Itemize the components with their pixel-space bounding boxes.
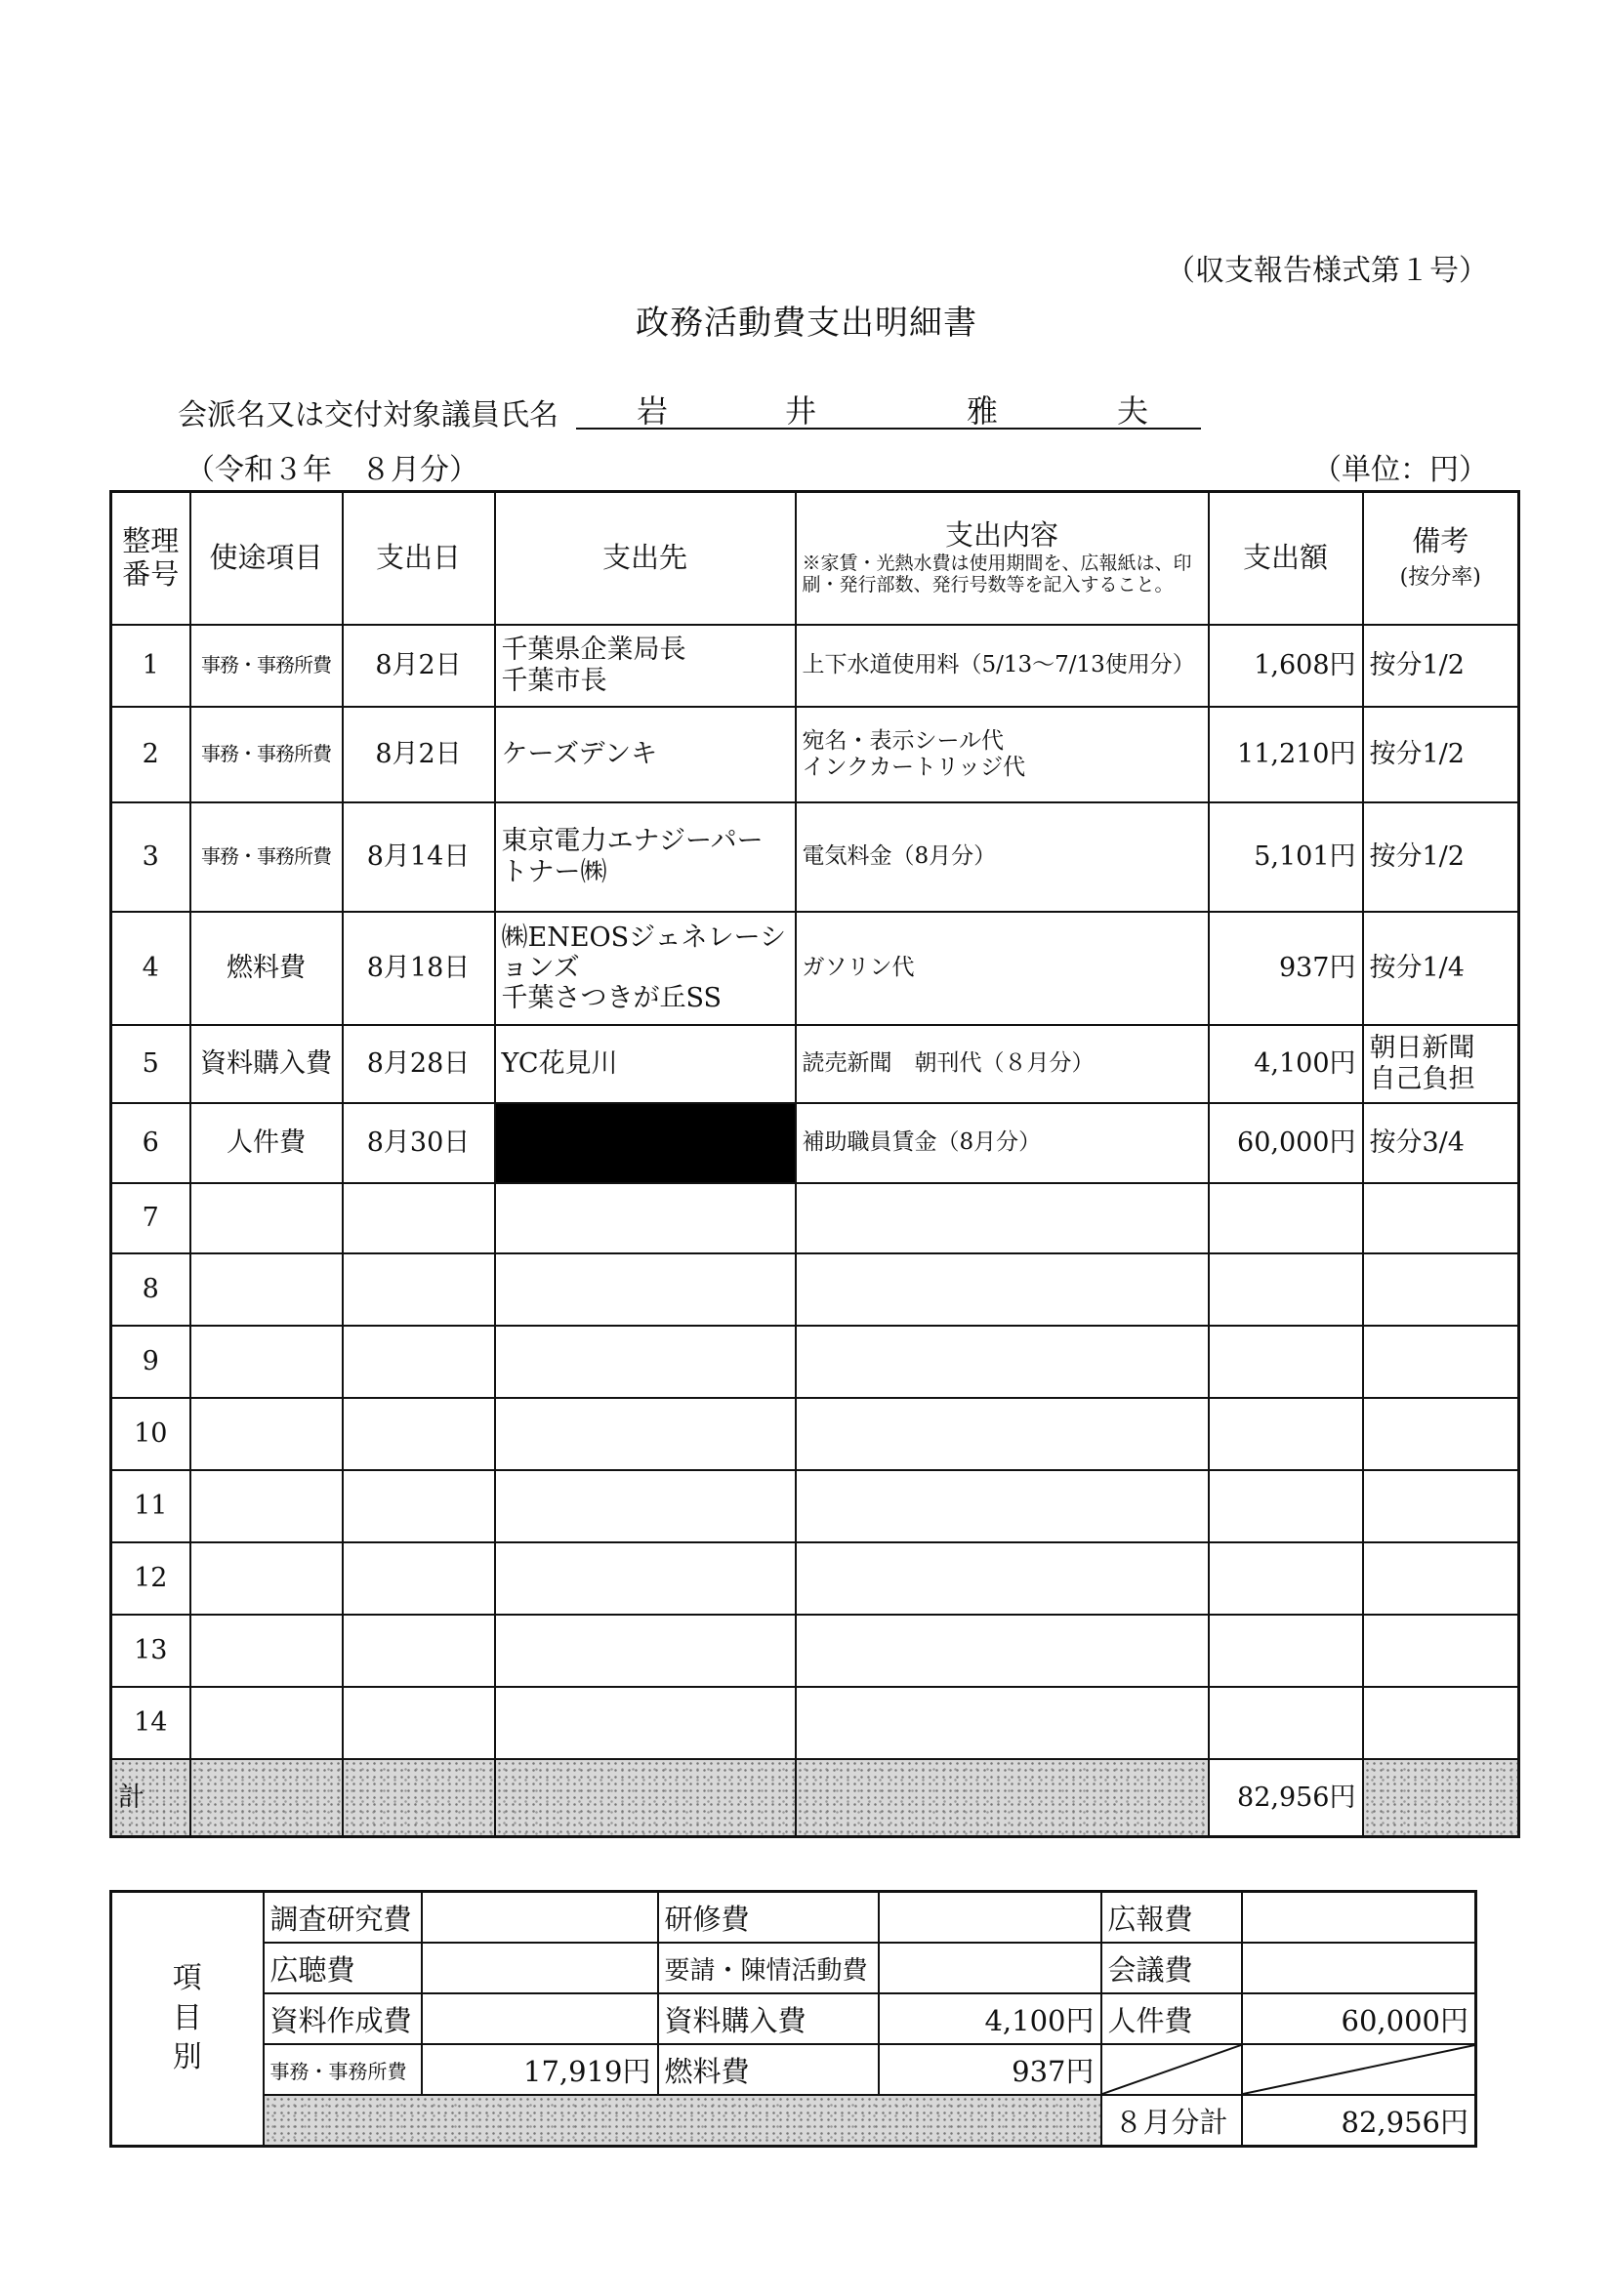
expense-category <box>190 1326 343 1398</box>
expense-date <box>343 1183 495 1253</box>
expense-category <box>190 1615 343 1687</box>
remarks: 按分3/4 <box>1363 1103 1519 1183</box>
category-label: 項 目 別 <box>111 1892 264 2147</box>
name-label: 会派名又は交付対象議員氏名 <box>178 398 558 432</box>
header-item: 使途項目 <box>190 492 343 625</box>
expense-content: ガソリン代 <box>796 912 1209 1025</box>
summary-row <box>111 1892 1476 1944</box>
remarks <box>1363 1470 1519 1542</box>
summary-label: 広聴費 <box>264 1943 422 1993</box>
form-number: （収支報告様式第１号） <box>1166 254 1488 288</box>
expense-content: 補助職員賃金（8月分） <box>796 1103 1209 1183</box>
monthly-total-value: 82,956円 <box>1242 2095 1476 2147</box>
expense-date: 8月14日 <box>343 802 495 912</box>
expense-date: 8月30日 <box>343 1103 495 1183</box>
summary-label: 人件費 <box>1101 1993 1242 2044</box>
expense-amount <box>1209 1542 1363 1615</box>
header-content <box>796 492 1209 625</box>
table-header-row <box>111 492 1519 625</box>
expense-amount: 11,210円 <box>1209 707 1363 802</box>
remarks <box>1363 1615 1519 1687</box>
redacted-payee <box>495 1103 796 1183</box>
expense-amount: 60,000円 <box>1209 1103 1363 1183</box>
total-label: 計 <box>111 1759 190 1837</box>
total-blank <box>796 1759 1209 1837</box>
row-number: 10 <box>111 1398 190 1470</box>
table-row <box>111 1326 1519 1398</box>
expense-category <box>190 1687 343 1759</box>
expense-amount <box>1209 1326 1363 1398</box>
payee <box>495 1542 796 1615</box>
expense-amount: 937円 <box>1209 912 1363 1025</box>
table-row <box>111 912 1519 1025</box>
expense-amount: 1,608円 <box>1209 625 1363 707</box>
summary-value <box>422 1993 658 2044</box>
remarks: 按分1/2 <box>1363 707 1519 802</box>
expense-category: 燃料費 <box>190 912 343 1025</box>
expense-category: 事務・事務所費 <box>190 625 343 707</box>
table-row <box>111 802 1519 912</box>
document-title: 政務活動費支出明細書 <box>636 304 977 343</box>
payee: ケーズデンキ <box>495 707 796 802</box>
header-date: 支出日 <box>343 492 495 625</box>
expense-content: 上下水道使用料（5/13～7/13使用分） <box>796 625 1209 707</box>
total-blank <box>1363 1759 1519 1837</box>
row-number: 7 <box>111 1183 190 1253</box>
total-blank <box>495 1759 796 1837</box>
category-summary-table <box>109 1890 1477 2148</box>
table-row <box>111 1542 1519 1615</box>
summary-value <box>879 1943 1101 1993</box>
header-content-note: ※家賃・光熱水費は使用期間を、広報紙は、印刷・発行部数、発行号数等を記入すること。 <box>802 552 1192 596</box>
row-number: 13 <box>111 1615 190 1687</box>
name-char: 井 <box>785 392 817 430</box>
total-amount: 82,956円 <box>1209 1759 1363 1837</box>
row-number: 2 <box>111 707 190 802</box>
expense-date <box>343 1615 495 1687</box>
summary-label: 資料作成費 <box>264 1993 422 2044</box>
remarks <box>1363 1253 1519 1326</box>
expense-content <box>796 1183 1209 1253</box>
expense-amount <box>1209 1470 1363 1542</box>
table-row <box>111 625 1519 707</box>
expense-content <box>796 1470 1209 1542</box>
diagonal-blank-cell <box>1101 2044 1242 2095</box>
expense-category <box>190 1542 343 1615</box>
expense-date: 8月28日 <box>343 1025 495 1103</box>
expense-category <box>190 1398 343 1470</box>
expense-content: 読売新聞 朝刊代（８月分） <box>796 1025 1209 1103</box>
summary-value <box>879 1892 1101 1944</box>
expense-date: 8月18日 <box>343 912 495 1025</box>
summary-shaded-area <box>264 2095 1101 2147</box>
payee <box>495 1183 796 1253</box>
payee: 東京電力エナジーパートナー㈱ <box>495 802 796 912</box>
row-number: 9 <box>111 1326 190 1398</box>
expense-content <box>796 1615 1209 1687</box>
expense-category <box>190 1253 343 1326</box>
summary-value: 60,000円 <box>1242 1993 1476 2044</box>
row-number: 4 <box>111 912 190 1025</box>
payee <box>495 1615 796 1687</box>
row-number: 12 <box>111 1542 190 1615</box>
summary-row <box>111 1993 1476 2044</box>
header-no: 整理番号 <box>111 492 190 625</box>
expense-content <box>796 1253 1209 1326</box>
expense-content <box>796 1687 1209 1759</box>
name-char: 岩 <box>637 392 669 430</box>
total-row <box>111 1759 1519 1837</box>
payee: YC花見川 <box>495 1025 796 1103</box>
header-payee: 支出先 <box>495 492 796 625</box>
row-number: 1 <box>111 625 190 707</box>
diagonal-blank-cell <box>1242 2044 1476 2095</box>
summary-value <box>422 1892 658 1944</box>
expense-amount <box>1209 1687 1363 1759</box>
expense-content <box>796 1542 1209 1615</box>
remarks <box>1363 1542 1519 1615</box>
payee: ㈱ENEOSジェネレーションズ 千葉さつきが丘SS <box>495 912 796 1025</box>
expense-category <box>190 1470 343 1542</box>
header-remarks-sub: (按分率) <box>1399 564 1481 590</box>
expense-table <box>109 490 1520 1838</box>
summary-label: 調査研究費 <box>264 1892 422 1944</box>
total-blank <box>190 1759 343 1837</box>
remarks: 朝日新聞 自己負担 <box>1363 1025 1519 1103</box>
header-amount: 支出額 <box>1209 492 1363 625</box>
expense-amount <box>1209 1398 1363 1470</box>
table-row <box>111 1253 1519 1326</box>
summary-value: 17,919円 <box>422 2044 658 2095</box>
remarks <box>1363 1326 1519 1398</box>
expense-category <box>190 1183 343 1253</box>
summary-label: 事務・事務所費 <box>264 2044 422 2095</box>
table-row <box>111 1183 1519 1253</box>
payee <box>495 1398 796 1470</box>
table-row <box>111 1687 1519 1759</box>
expense-amount: 5,101円 <box>1209 802 1363 912</box>
expense-amount <box>1209 1253 1363 1326</box>
summary-label: 要請・陳情活動費 <box>658 1943 879 1993</box>
table-row <box>111 1470 1519 1542</box>
row-number: 14 <box>111 1687 190 1759</box>
row-number: 11 <box>111 1470 190 1542</box>
expense-category: 事務・事務所費 <box>190 802 343 912</box>
expense-date <box>343 1398 495 1470</box>
header-remarks: 備考 (按分率) <box>1363 492 1519 625</box>
payee: 千葉県企業局長 千葉市長 <box>495 625 796 707</box>
remarks: 按分1/4 <box>1363 912 1519 1025</box>
report-period: （令和３年 ８月分） <box>186 453 478 487</box>
summary-value: 4,100円 <box>879 1993 1101 2044</box>
summary-value <box>422 1943 658 1993</box>
expense-content: 電気料金（8月分） <box>796 802 1209 912</box>
table-row <box>111 1615 1519 1687</box>
payee <box>495 1470 796 1542</box>
payee <box>495 1253 796 1326</box>
table-row <box>111 1025 1519 1103</box>
expense-date <box>343 1253 495 1326</box>
expense-date <box>343 1687 495 1759</box>
summary-label: 資料購入費 <box>658 1993 879 2044</box>
row-number: 8 <box>111 1253 190 1326</box>
table-row <box>111 1398 1519 1470</box>
expense-date: 8月2日 <box>343 625 495 707</box>
summary-label: 燃料費 <box>658 2044 879 2095</box>
expense-date <box>343 1326 495 1398</box>
payee <box>495 1326 796 1398</box>
expense-content: 宛名・表示シール代 インクカートリッジ代 <box>796 707 1209 802</box>
summary-row <box>111 2044 1476 2095</box>
remarks <box>1363 1183 1519 1253</box>
expense-category: 事務・事務所費 <box>190 707 343 802</box>
expense-date <box>343 1470 495 1542</box>
name-char: 雅 <box>967 392 999 430</box>
header-content-title: 支出内容 <box>944 518 1058 553</box>
expense-amount <box>1209 1615 1363 1687</box>
expense-amount <box>1209 1183 1363 1253</box>
expense-amount: 4,100円 <box>1209 1025 1363 1103</box>
expense-content <box>796 1326 1209 1398</box>
table-row <box>111 1103 1519 1183</box>
summary-label: 会議費 <box>1101 1943 1242 1993</box>
monthly-total-label: ８月分計 <box>1101 2095 1242 2147</box>
expense-content <box>796 1398 1209 1470</box>
row-number: 5 <box>111 1025 190 1103</box>
name-char: 夫 <box>1117 392 1149 430</box>
expense-date: 8月2日 <box>343 707 495 802</box>
remarks <box>1363 1398 1519 1470</box>
summary-value: 937円 <box>879 2044 1101 2095</box>
total-blank <box>343 1759 495 1837</box>
expense-date <box>343 1542 495 1615</box>
summary-value <box>1242 1892 1476 1944</box>
member-name <box>576 387 1201 430</box>
summary-total-row <box>111 2095 1476 2147</box>
expense-category: 人件費 <box>190 1103 343 1183</box>
remarks <box>1363 1687 1519 1759</box>
summary-value <box>1242 1943 1476 1993</box>
summary-label: 広報費 <box>1101 1892 1242 1944</box>
remarks: 按分1/2 <box>1363 625 1519 707</box>
expense-category: 資料購入費 <box>190 1025 343 1103</box>
table-row <box>111 707 1519 802</box>
summary-row <box>111 1943 1476 1993</box>
row-number: 3 <box>111 802 190 912</box>
remarks: 按分1/2 <box>1363 802 1519 912</box>
unit-label: （単位：円） <box>1312 453 1488 487</box>
summary-label: 研修費 <box>658 1892 879 1944</box>
payee <box>495 1687 796 1759</box>
row-number: 6 <box>111 1103 190 1183</box>
